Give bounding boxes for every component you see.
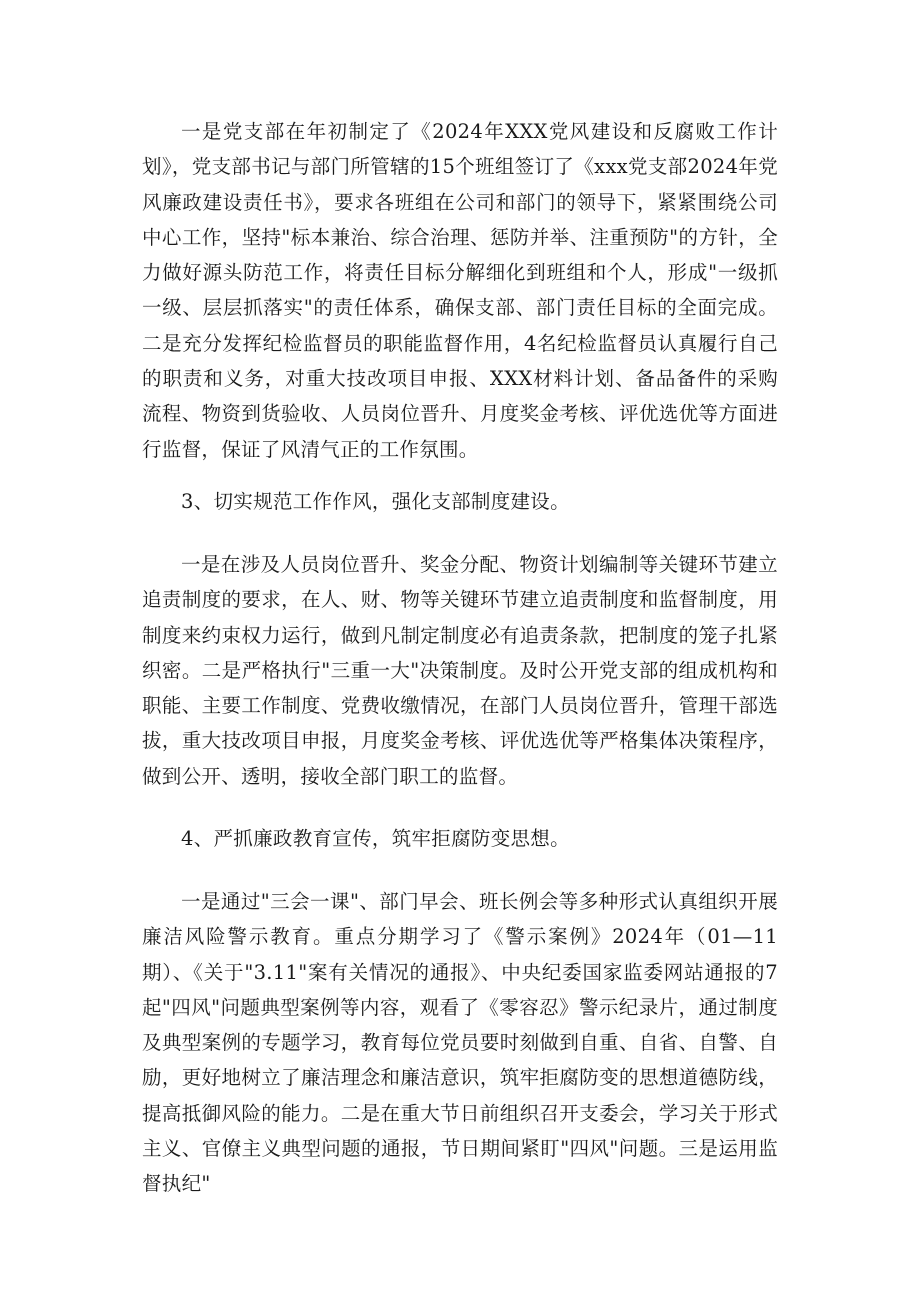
paragraph-integrity-education: 一是通过"三会一课"、部门早会、班长例会等多种形式认真组织开展廉洁风险警示教育。重点分期学习了《警示案例》2024年（01—11期）、《关于"3.11"案有关情况的通报》、中央纪委国家监委网站通报的7起"四风"问题典型案例等内容，观看了《零容忍》警示纪录片，通过制度及典型案例的专题学习，教育每位党员要时刻做到自重、自省、自警、自励，更好地树立了廉洁理念和廉洁意识，筑牢拒腐防变的思想道德防线，提高抵御风险的能力。二是在重大节日前组织召开支委会，学习关于形式主义、官僚主义典型问题的通报，节日期间紧盯"四风"问题。三是运用监督执纪" <box>142 890 778 1196</box>
section-heading-3: 3、切实规范工作作风，强化支部制度建设。 <box>181 490 570 513</box>
section-heading-4: 4、严抓廉政教育宣传，筑牢拒腐防变思想。 <box>181 827 570 850</box>
paragraph-party-branch-plan: 一是党支部在年初制定了《2024年XXX党风建设和反腐败工作计划》，党支部书记与部门所管辖的15个班组签订了《xxx党支部2024年党风廉政建设责任书》，要求各班组在公司和部门的领导下，紧紧围绕公司中心工作，坚持"标本兼治、综合治理、惩防并举、注重预防"的方针，全力做好源头防范工作，将责任目标分解细化到班组和个人，形成"一级抓一级、层层抓落实"的责任体系，确保支部、部门责任目标的全面完成。二是充分发挥纪检监督员的职能监督作用，4名纪检监督员认真履行自己的职责和义务，对重大技改项目申报、XXX材料计划、备品备件的采购流程、物资到货验收、人员岗位晋升、月度奖金考核、评优选优等方面进行监督，保证了风清气正的工作氛围。 <box>142 120 778 461</box>
paragraph-accountability-system: 一是在涉及人员岗位晋升、奖金分配、物资计划编制等关键环节建立追责制度的要求，在人、财、物等关键环节建立追责制度和监督制度，用制度来约束权力运行，做到凡制定制度必有追责条款，把制度的笼子扎紧织密。二是严格执行"三重一大"决策制度。及时公开党支部的组成机构和职能、主要工作制度、党费收缴情况，在部门人员岗位晋升，管理干部选拔，重大技改项目申报，月度奖金考核、评优选优等严格集体决策程序，做到公开、透明，接收全部门职工的监督。 <box>142 553 778 788</box>
